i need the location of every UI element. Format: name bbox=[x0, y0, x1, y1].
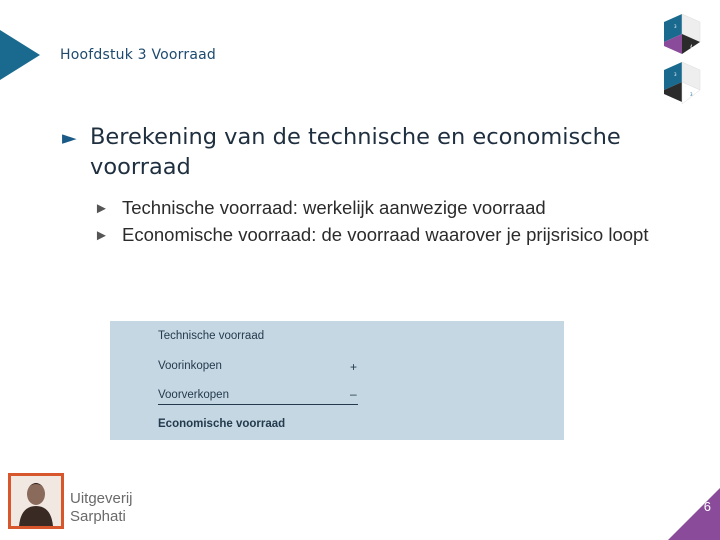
heading-text: Berekening van de technische en economische voorraad bbox=[90, 124, 621, 180]
calculation-table bbox=[110, 321, 564, 440]
table-row-label: Voorverkopen bbox=[158, 389, 229, 401]
publisher-portrait-logo bbox=[8, 473, 64, 529]
table-row-sign: + bbox=[350, 360, 358, 374]
bullet-list bbox=[94, 194, 694, 248]
page-number: 6 bbox=[703, 499, 711, 514]
svg-text:3: 3 bbox=[674, 72, 677, 77]
publisher-name bbox=[70, 490, 133, 526]
table-row-total: Economische voorraad bbox=[158, 418, 286, 430]
bullet-arrow-icon: ► bbox=[94, 200, 109, 217]
list-item bbox=[94, 221, 694, 248]
svg-text:4: 4 bbox=[690, 44, 693, 49]
table-row-sign: – bbox=[350, 387, 357, 401]
list-item-text: Technische voorraad: werkelijk aanwezige voorraad bbox=[122, 197, 546, 218]
bullet-arrow-icon: ► bbox=[94, 227, 109, 244]
decorative-cubes-icon bbox=[660, 14, 704, 106]
portrait-icon bbox=[11, 476, 61, 526]
corner-arrow-icon bbox=[0, 30, 40, 80]
sum-rule bbox=[158, 404, 358, 405]
table-row-label: Voorinkopen bbox=[158, 360, 222, 372]
slide-heading bbox=[62, 122, 712, 182]
list-item bbox=[94, 194, 694, 221]
heading-bullet-icon: ► bbox=[62, 127, 77, 149]
publisher-name-line2: Sarphati bbox=[70, 508, 126, 525]
list-item-text: Economische voorraad: de voorraad waarover je prijsrisico loopt bbox=[122, 224, 649, 245]
svg-text:3: 3 bbox=[674, 24, 677, 29]
table-row-label: Technische voorraad bbox=[158, 330, 265, 342]
chapter-title: Hoofdstuk 3 Voorraad bbox=[60, 47, 216, 63]
svg-text:3: 3 bbox=[690, 92, 693, 97]
page-corner-icon bbox=[668, 488, 720, 540]
publisher-name-line1: Uitgeverij bbox=[70, 490, 133, 507]
